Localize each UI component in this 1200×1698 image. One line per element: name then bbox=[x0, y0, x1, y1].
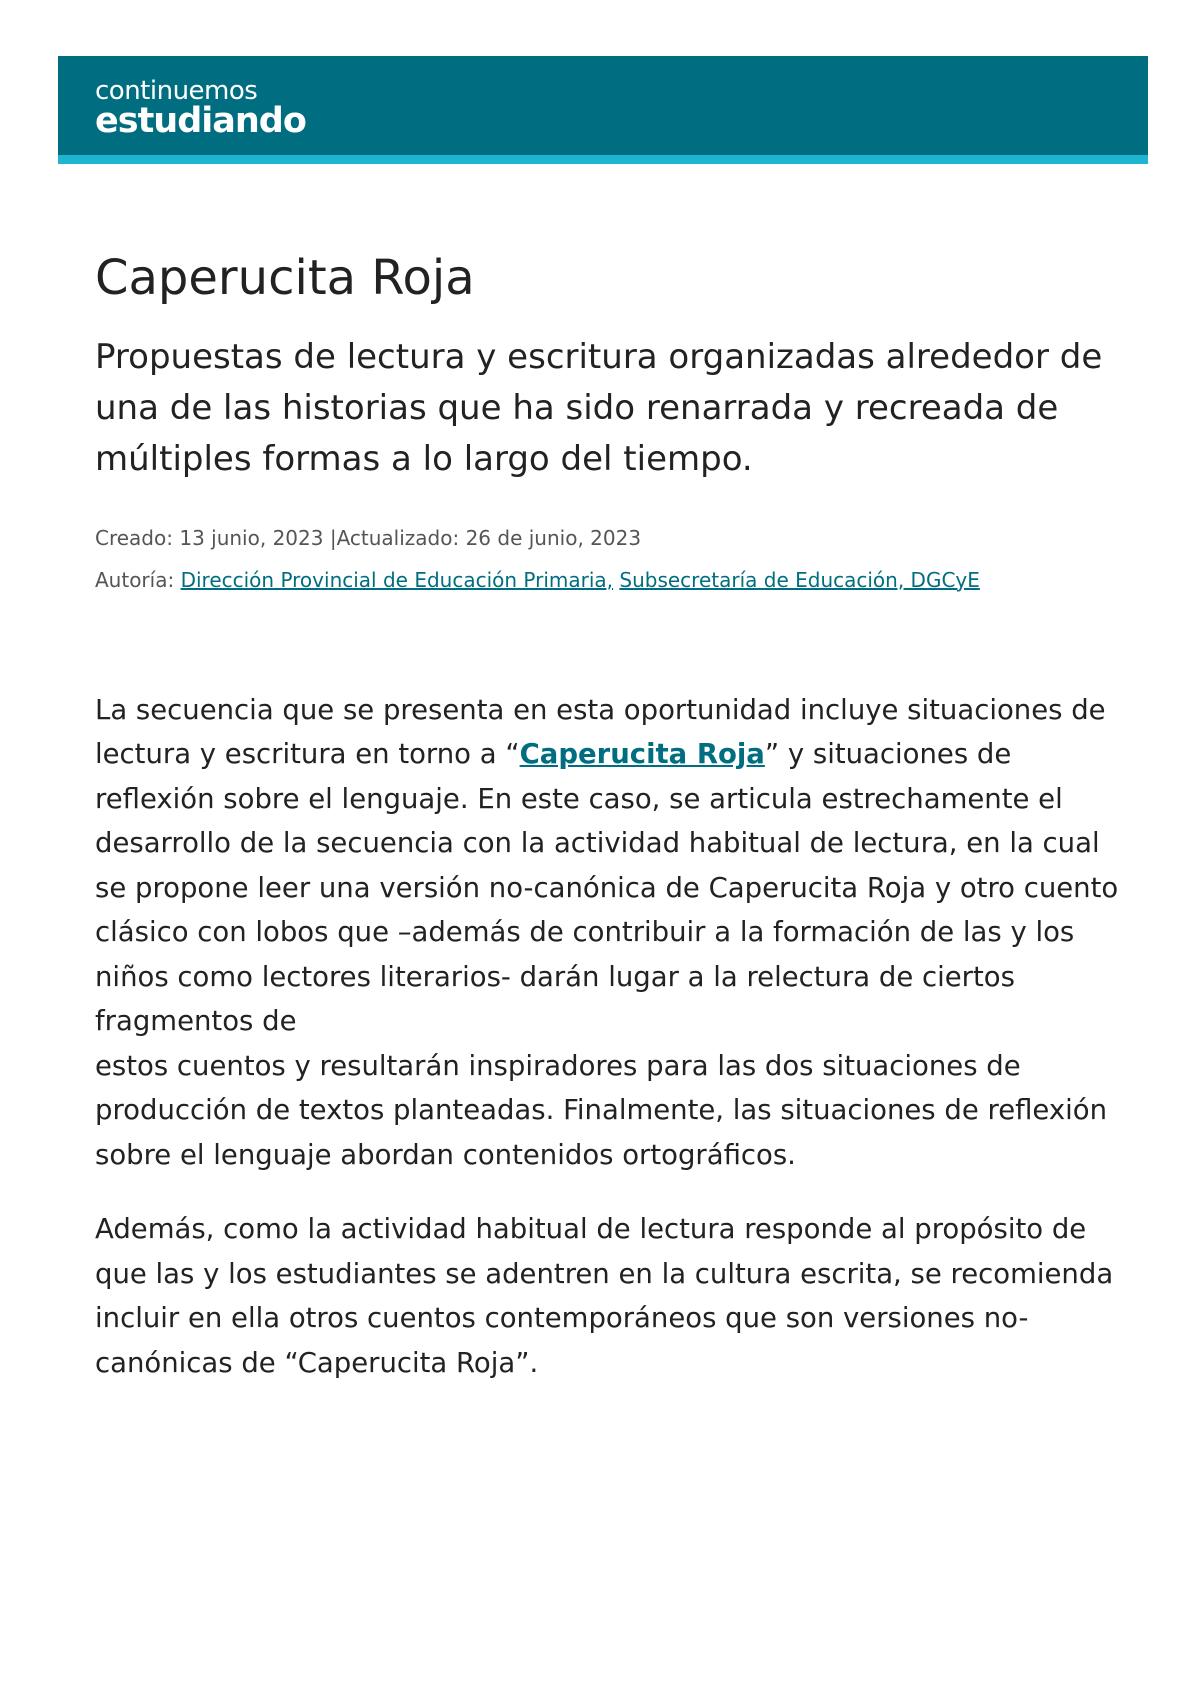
created-label: Creado: bbox=[95, 525, 173, 550]
authorship-label: Autoría: bbox=[95, 567, 175, 592]
paragraph-1-continued: ” y situaciones de reflexión sobre el lenguaje. En este caso, se articula estrechamente el desarrollo de la secuencia con la actividad habitual de lectura, en la cual se propone leer una versión no-canónica de Caperucita Roja y otro cuento clásico con lobos que –además de contribuir a la formación de las y los niños como lectores literarios- darán lugar a la relectura de ciertos fragmentos de bbox=[95, 738, 1119, 1038]
paragraph-1-intro: La secuencia que se presenta en esta oportunidad incluye situaciones de lectura y escritura en torno a “ bbox=[95, 693, 1106, 771]
date-separator: | bbox=[329, 525, 337, 550]
site-header-banner bbox=[58, 56, 1148, 164]
article-authorship bbox=[95, 567, 1055, 594]
page-title: Caperucita Roja bbox=[95, 250, 475, 306]
caperucita-roja-link[interactable]: Caperucita Roja bbox=[519, 738, 765, 771]
page-subtitle: Propuestas de lectura y escritura organizadas alrededor de una de las historias que ha sido renarrada y recreada de múltiples formas a lo largo del tiempo. bbox=[95, 336, 1103, 479]
author-link-subsecretaria[interactable]: Subsecretaría de Educación, DGCyE bbox=[619, 567, 980, 592]
article-dates bbox=[95, 525, 1125, 551]
updated-label: Actualizado: bbox=[336, 525, 460, 550]
author-link-primaria[interactable]: Dirección Provincial de Educación Primaria, bbox=[180, 567, 614, 592]
updated-date: 26 de junio, 2023 bbox=[465, 525, 642, 550]
article-content bbox=[95, 250, 1125, 1385]
created-date: 13 junio, 2023 bbox=[179, 525, 324, 550]
site-logo[interactable] bbox=[95, 78, 306, 139]
body-paragraph-1 bbox=[95, 688, 1135, 1178]
logo-text-top: continuemos bbox=[95, 76, 258, 106]
logo-text-bottom: estudiando bbox=[95, 101, 306, 141]
paragraph-1-end: estos cuentos y resultarán inspiradores para las dos situaciones de producción de textos planteadas. Finalmente, las situaciones de reflexión sobre el lenguaje abordan contenidos ortográficos. bbox=[95, 1049, 1108, 1171]
article-body bbox=[95, 688, 1135, 1386]
body-paragraph-2: Además, como la actividad habitual de lectura responde al propósito de que las y los estudiantes se adentren en la cultura escrita, se recomienda incluir en ella otros cuentos contemporáneos que son versiones no- canónicas de “Caperucita Roja”. bbox=[95, 1213, 1114, 1379]
